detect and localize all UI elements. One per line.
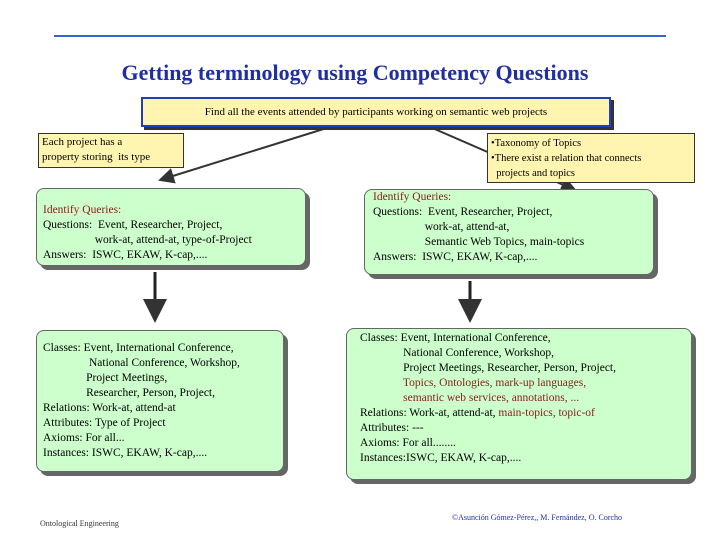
slide-title: Getting terminology using Competency Questions — [121, 60, 589, 85]
ontology-box-left — [36, 330, 284, 472]
queries-line: work-at, attend-at, — [373, 221, 510, 233]
note-project-type — [38, 133, 184, 168]
note-right-line: projects and topics — [491, 168, 575, 179]
relations-prefix: Relations: Work-at, attend-at, — [360, 407, 499, 419]
note-left-line: Each project has a — [42, 136, 123, 148]
ontology-line: Axioms: For all........ — [360, 437, 456, 449]
arrow-goal-left — [160, 127, 330, 180]
queries-line: Questions: Event, Researcher, Project, — [43, 219, 223, 231]
ontology-line: Instances:ISWC, EKAW, K-cap,.... — [360, 452, 522, 464]
ontology-line: National Conference, Workshop, — [360, 347, 555, 359]
ontology-line: Researcher, Person, Project, — [43, 387, 215, 399]
ontology-relations-line — [360, 406, 678, 421]
ontology-box-right — [346, 328, 692, 480]
ontology-line: Relations: Work-at, attend-at — [43, 402, 176, 414]
ontology-line: Axioms: For all... — [43, 432, 125, 444]
queries-box-left — [36, 188, 306, 266]
ontology-line-highlight: Topics, Ontologies, mark-up languages, — [360, 377, 587, 389]
note-topics — [487, 133, 695, 183]
queries-line: Semantic Web Topics, main-topics — [373, 236, 585, 248]
ontology-line: Classes: Event, International Conference, — [360, 332, 551, 344]
footer-left-text: Ontological Engineering — [40, 519, 119, 528]
queries-box-right — [364, 189, 654, 275]
ontology-line: Project Meetings, — [43, 372, 168, 384]
note-right-line: •Taxonomy of Topics — [491, 138, 582, 149]
queries-line: Answers: ISWC, EKAW, K-cap,.... — [373, 251, 538, 263]
footer-right-credit: ©Asunción Gómez-Pérez,, M. Fernández, O. Corcho — [452, 513, 623, 522]
goal-question-box: Find all the events attended by participants working on semantic web projects — [141, 97, 611, 127]
ontology-line: Attributes: Type of Project — [43, 417, 166, 429]
ontology-line: Project Meetings, Researcher, Person, Project, — [360, 362, 616, 374]
ontology-line: Instances: ISWC, EKAW, K-cap,.... — [43, 447, 208, 459]
ontology-line: Classes: Event, International Conference, — [43, 342, 234, 354]
ontology-line: Attributes: --- — [360, 422, 424, 434]
ontology-line: National Conference, Workshop, — [43, 357, 240, 369]
queries-heading: Identify Queries: — [373, 191, 452, 203]
note-left-line: property storing its type — [42, 151, 151, 163]
queries-line: Answers: ISWC, EKAW, K-cap,.... — [43, 249, 208, 261]
relations-highlight: main-topics, topic-of — [498, 407, 595, 419]
queries-heading: Identify Queries: — [43, 204, 122, 216]
queries-line: Questions: Event, Researcher, Project, — [373, 206, 553, 218]
note-right-line: •There exist a relation that connects — [491, 153, 642, 164]
queries-line: work-at, attend-at, type-of-Project — [43, 234, 252, 246]
ontology-line-highlight: semantic web services, annotations, ... — [360, 392, 580, 404]
